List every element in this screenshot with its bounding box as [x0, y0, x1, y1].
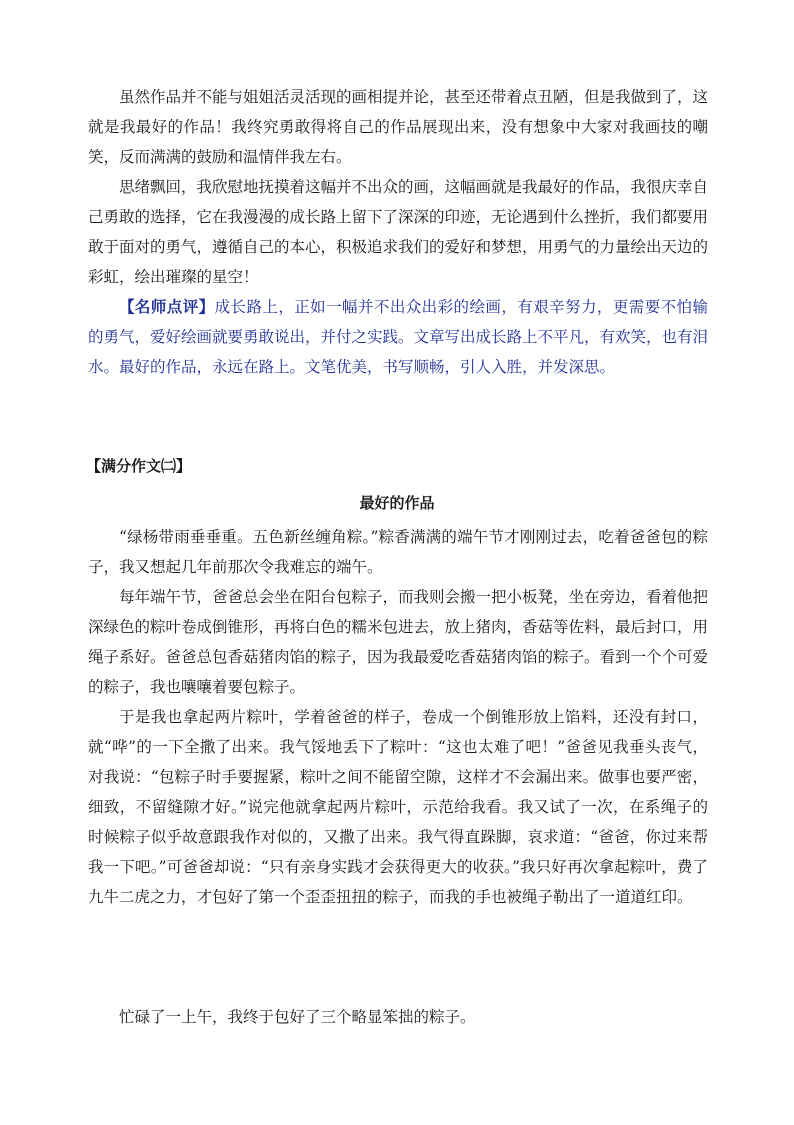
paragraph: 忙碌了一上午，我终于包好了三个略显笨拙的粽子。: [119, 1008, 476, 1026]
comment-text: 成长路上，正如一幅并不出众出彩的绘画，有艰辛努力，更需要不怕输的勇气，爱好绘画就要勇敢说出，并付之实践。文章写出成长路上不平凡，有欢笑，也有泪水。最好的作品，永远在路上。文笔优美，书写顺畅，引人入胜，并发深思。: [88, 298, 709, 376]
paragraph: 思绪飘回，我欣慰地抚摸着这幅并不出众的画，这幅画就是我最好的作品，我很庆幸自己勇敢的选择，它在我漫漫的成长路上留下了深深的印迹，无论遇到什么挫折，我们都要用敢于面对的勇气，遵循自己的本心，积极追求我们的爱好和梦想，用勇气的力量绘出天边的彩虹，绘出璀璨的星空！: [88, 178, 709, 286]
comment-tag: 【名师点评】: [119, 298, 215, 316]
essay-title: 最好的作品: [359, 494, 435, 512]
section-header: 【满分作文㈡】: [86, 457, 192, 475]
paragraph: 虽然作品并不能与姐姐活灵活现的画相提并论，甚至还带着点丑陋，但是我做到了，这就是我最好的作品！我终究勇敢得将自己的作品展现出来，没有想象中大家对我画技的嘲笑，反而满满的鼓励和温情伴我左右。: [88, 88, 709, 166]
paragraph: “绿杨带雨垂垂重。五色新丝缠角粽。”粽香满满的端午节才刚刚过去，吃着爸爸包的粽子，我又想起几年前那次令我难忘的端午。: [88, 528, 708, 576]
teacher-comment: [88, 292, 708, 382]
paragraph: 每年端午节，爸爸总会坐在阳台包粽子，而我则会搬一把小板凳，坐在旁边，看着他把深绿色的粽叶卷成倒锥形，再将白色的糯米包进去，放上猪肉，香菇等佐料，最后封口，用绳子系好。爸爸总包香菇猪肉馅的粽子，因为我最爱吃香菇猪肉馅的粽子。看到一个个可爱的粽子，我也嚷嚷着要包粽子。: [88, 588, 709, 696]
paragraph: 于是我也拿起两片粽叶，学着爸爸的样子，卷成一个倒锥形放上馅料，还没有封口，就“哗”的一下全撒了出来。我气馁地丢下了粽叶：“这也太难了吧！”爸爸见我垂头丧气，对我说：“包粽子时手要握紧，粽叶之间不能留空隙，这样才不会漏出来。做事也要严密，细致，不留缝隙才好。”说完他就拿起两片粽叶，示范给我看。我又试了一次，在系绳子的时候粽子似乎故意跟我作对似的，又撒了出来。我气得直跺脚，哀求道：“爸爸，你过来帮我一下吧。”可爸爸却说：“只有亲身实践才会获得更大的收获。”我只好再次拿起粽叶，费了九牛二虎之力，才包好了第一个歪歪扭扭的粽子，而我的手也被绳子勒出了一道道红印。: [88, 708, 708, 906]
